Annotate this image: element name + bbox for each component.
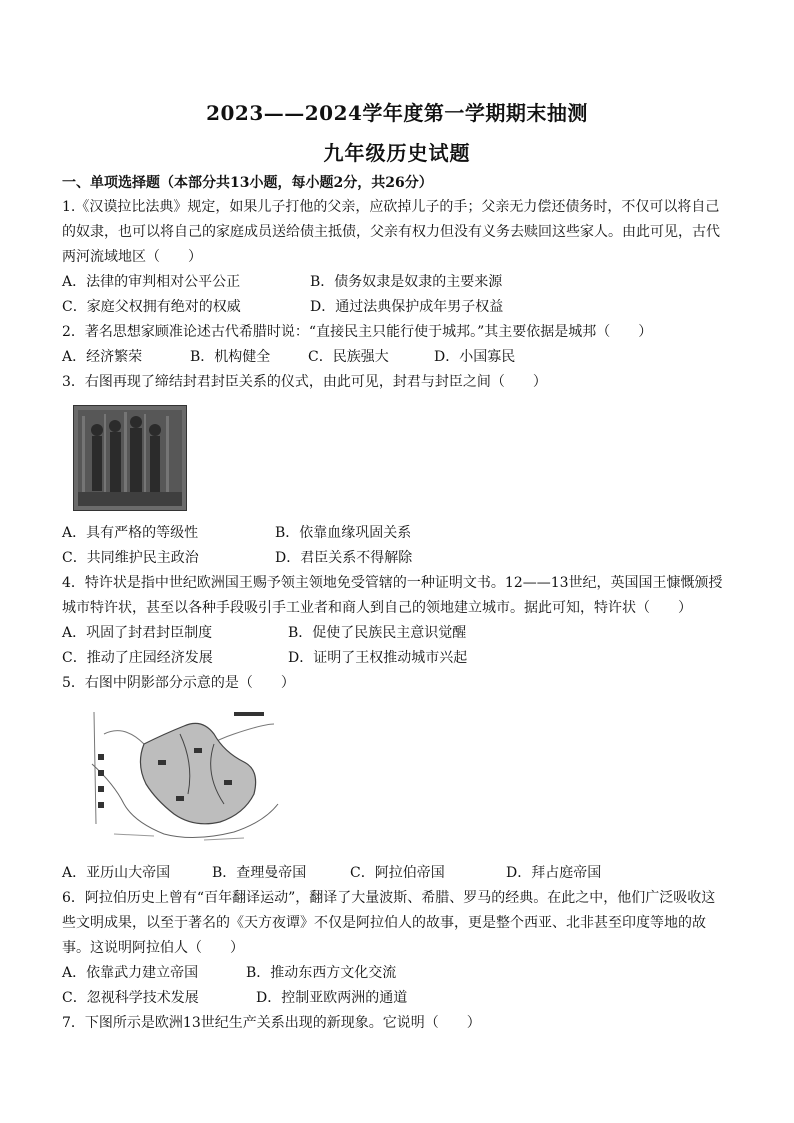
question-2-option-b: B．机构健全 [190,349,271,365]
question-4-option-d: D．证明了王权推动城市兴起 [288,650,468,666]
question-1-option-d: D．通过法典保护成年男子权益 [310,299,504,315]
question-2-line-1: 2．著名思想家顾准论述古代希腊时说：“直接民主只能行使于城邦。”其主要依据是城邦（ ） [62,324,653,340]
question-6-line-2: 些文明成果，以至于著名的《天方夜谭》不仅是阿拉伯人的故事，更是整个西亚、北非甚至印度等地的故 [62,915,706,931]
question-1-option-b: B．债务奴隶是奴隶的主要来源 [310,274,503,290]
feudal-ceremony-image [73,405,187,511]
question-1-line-3: 两河流域地区（ ） [62,249,202,265]
question-4-option-a: A．巩固了封君封臣制度 [62,625,213,641]
exam-subtitle: 九年级历史试题 [323,141,471,165]
question-6-option-a: A．依靠武力建立帝国 [62,965,199,981]
question-7-line-1: 7．下图所示是欧洲13世纪生产关系出现的新现象。它说明（ ） [62,1015,481,1031]
question-5-option-c: C．阿拉伯帝国 [350,865,445,881]
question-2-option-c: C．民族强大 [308,349,389,365]
question-3-option-d: D．君臣关系不得解除 [275,550,413,566]
question-6-line-3: 事。这说明阿拉伯人（ ） [62,940,244,956]
question-1-line-1: 1.《汉谟拉比法典》规定，如果儿子打他的父亲，应砍掉儿子的手；父亲无力偿还债务时，不仅可以将自己 [62,199,720,215]
question-1-option-c: C．家庭父权拥有绝对的权威 [62,299,241,315]
question-6-line-1: 6．阿拉伯历史上曾有“百年翻译运动”，翻译了大量波斯、希腊、罗马的经典。在此之中，他们广泛吸收这 [62,890,716,906]
question-5-line-1: 5．右图中阴影部分示意的是（ ） [62,675,295,691]
question-4-line-1: 4．特许状是指中世纪欧洲国王赐予领主领地免受管辖的一种证明文书。12——13世纪，英国国王慷慨颁授 [62,575,723,591]
question-3-option-b: B．依靠血缘巩固关系 [275,525,412,541]
question-4-line-2: 城市特许状，甚至以各种手段吸引手工业者和商人到自己的领地建立城市。据此可知，特许状（ ） [62,600,692,616]
question-5-option-a: A．亚历山大帝国 [62,865,171,881]
question-3-option-a: A．具有严格的等级性 [62,525,199,541]
question-2-option-a: A．经济繁荣 [62,349,143,365]
empire-map-image [84,704,280,844]
question-1-line-2: 的奴隶，也可以将自己的家庭成员送给债主抵债，父亲有权力但没有义务去赎回这些家人。由此可见，古代 [62,224,720,240]
question-4-option-b: B．促使了民族民主意识觉醒 [288,625,467,641]
question-6-option-d: D．控制亚欧两洲的通道 [256,990,408,1006]
question-3-line-1: 3．右图再现了缔结封君封臣关系的仪式，由此可见，封君与封臣之间（ ） [62,374,547,390]
question-5-option-d: D．拜占庭帝国 [506,865,602,881]
question-4-option-c: C．推动了庄园经济发展 [62,650,213,666]
section-heading: 一、单项选择题（本部分共13小题，每小题2分，共26分） [62,175,433,191]
question-6-option-b: B．推动东西方文化交流 [246,965,397,981]
question-2-option-d: D．小国寡民 [434,349,516,365]
question-1-option-a: A．法律的审判相对公平公正 [62,274,241,290]
question-5-option-b: B．查理曼帝国 [212,865,307,881]
question-3-option-c: C．共同维护民主政治 [62,550,199,566]
question-6-option-c: C．忽视科学技术发展 [62,990,199,1006]
exam-title: 2023——2024学年度第一学期期末抽测 [206,101,588,125]
